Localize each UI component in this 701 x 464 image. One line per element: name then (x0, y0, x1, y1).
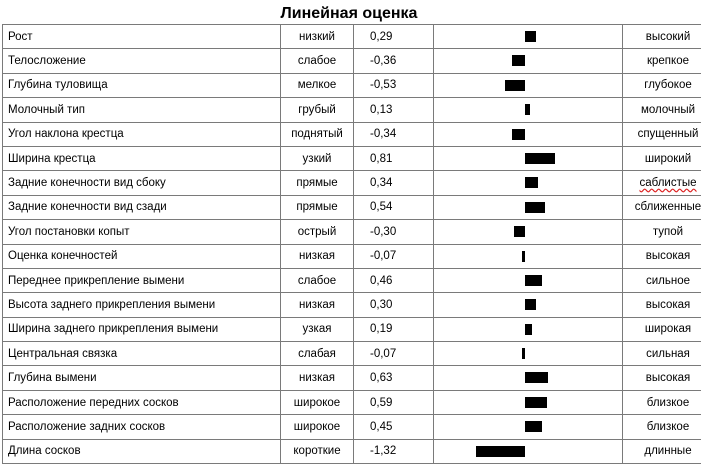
table-row (3, 98, 701, 122)
high-descriptor-label: саблистые (639, 177, 696, 189)
evaluation-table-body (3, 25, 701, 464)
table-row (3, 366, 701, 390)
bar-cell[interactable] (434, 146, 623, 170)
low-descriptor-label: низкая (299, 250, 335, 262)
value-label: 0,19 (370, 323, 392, 335)
high-descriptor-cell[interactable] (623, 268, 701, 292)
high-descriptor-cell[interactable] (623, 244, 701, 268)
high-descriptor-cell[interactable] (623, 415, 701, 439)
low-descriptor-cell[interactable] (281, 390, 354, 414)
high-descriptor-label: тупой (653, 226, 683, 238)
trait-label: Центральная связка (8, 348, 117, 360)
bar-cell[interactable] (434, 439, 623, 463)
low-descriptor-label: низкая (299, 299, 335, 311)
value-bar (525, 153, 555, 164)
value-label: 0,81 (370, 153, 392, 165)
value-cell[interactable] (354, 25, 434, 49)
low-descriptor-cell[interactable] (281, 195, 354, 219)
low-descriptor-label: узкий (303, 153, 332, 165)
high-descriptor-cell[interactable] (623, 98, 701, 122)
high-descriptor-label: сближенные (635, 201, 701, 213)
value-bar (525, 397, 547, 408)
trait-label: Молочный тип (8, 104, 85, 116)
value-cell[interactable] (354, 146, 434, 170)
value-label: 0,29 (370, 31, 392, 43)
high-descriptor-cell[interactable] (623, 317, 701, 341)
high-descriptor-label: широкая (645, 323, 691, 335)
low-descriptor-label: грубый (298, 104, 336, 116)
value-bar (525, 372, 548, 383)
value-bar (525, 202, 545, 213)
bar-cell[interactable] (434, 49, 623, 73)
value-label: -0,30 (370, 226, 396, 238)
value-label: 0,45 (370, 421, 392, 433)
high-descriptor-cell[interactable] (623, 342, 701, 366)
bar-cell[interactable] (434, 220, 623, 244)
high-descriptor-label: высокий (646, 31, 691, 43)
bar-cell[interactable] (434, 73, 623, 97)
high-descriptor-cell[interactable] (623, 390, 701, 414)
value-cell[interactable] (354, 439, 434, 463)
trait-label: Угол наклона крестца (8, 128, 124, 140)
value-cell[interactable] (354, 220, 434, 244)
bar-cell[interactable] (434, 244, 623, 268)
table-row (3, 49, 701, 73)
value-cell[interactable] (354, 390, 434, 414)
trait-name-cell[interactable] (3, 366, 281, 390)
high-descriptor-cell[interactable] (623, 366, 701, 390)
value-cell[interactable] (354, 317, 434, 341)
table-row (3, 25, 701, 49)
high-descriptor-cell[interactable] (623, 25, 701, 49)
value-cell[interactable] (354, 244, 434, 268)
low-descriptor-cell[interactable] (281, 244, 354, 268)
low-descriptor-cell[interactable] (281, 49, 354, 73)
table-row (3, 293, 701, 317)
value-bar (512, 55, 525, 66)
low-descriptor-cell[interactable] (281, 366, 354, 390)
high-descriptor-label: глубокое (644, 79, 691, 91)
low-descriptor-label: поднятый (291, 128, 343, 140)
value-label: -0,34 (370, 128, 396, 140)
trait-name-cell[interactable] (3, 220, 281, 244)
value-bar (476, 446, 525, 457)
low-descriptor-cell[interactable] (281, 439, 354, 463)
table-row (3, 122, 701, 146)
value-bar (525, 421, 542, 432)
value-label: 0,54 (370, 201, 392, 213)
low-descriptor-label: узкая (303, 323, 332, 335)
low-descriptor-label: слабое (298, 275, 336, 287)
value-bar (505, 80, 525, 91)
table-row (3, 342, 701, 366)
low-descriptor-cell[interactable] (281, 317, 354, 341)
trait-label: Оценка конечностей (8, 250, 117, 262)
value-cell[interactable] (354, 268, 434, 292)
bar-cell[interactable] (434, 98, 623, 122)
value-label: 0,13 (370, 104, 392, 116)
table-row (3, 415, 701, 439)
trait-name-cell[interactable] (3, 195, 281, 219)
table-row (3, 244, 701, 268)
value-cell[interactable] (354, 293, 434, 317)
trait-name-cell[interactable] (3, 49, 281, 73)
low-descriptor-label: низкий (299, 31, 335, 43)
trait-name-cell[interactable] (3, 171, 281, 195)
low-descriptor-label: прямые (296, 177, 337, 189)
value-cell[interactable] (354, 366, 434, 390)
low-descriptor-label: слабое (298, 55, 336, 67)
trait-label: Переднее прикрепление вымени (8, 275, 184, 287)
value-bar (525, 299, 536, 310)
low-descriptor-label: прямые (296, 201, 337, 213)
trait-label: Глубина туловища (8, 79, 108, 91)
low-descriptor-cell[interactable] (281, 25, 354, 49)
trait-label: Ширина крестца (8, 153, 96, 165)
value-cell[interactable] (354, 342, 434, 366)
trait-name-cell[interactable] (3, 390, 281, 414)
value-bar (525, 177, 538, 188)
value-cell[interactable] (354, 98, 434, 122)
bar-cell[interactable] (434, 25, 623, 49)
high-descriptor-label: близкое (647, 421, 689, 433)
trait-label: Угол постановки копыт (8, 226, 130, 238)
bar-cell[interactable] (434, 171, 623, 195)
value-cell[interactable] (354, 49, 434, 73)
high-descriptor-cell[interactable] (623, 49, 701, 73)
bar-cell[interactable] (434, 415, 623, 439)
table-row (3, 146, 701, 170)
trait-label: Расположение передних сосков (8, 397, 179, 409)
high-descriptor-cell[interactable] (623, 293, 701, 317)
high-descriptor-cell[interactable] (623, 73, 701, 97)
value-bar (522, 251, 525, 262)
trait-label: Задние конечности вид сзади (8, 201, 167, 213)
low-descriptor-cell[interactable] (281, 415, 354, 439)
low-descriptor-cell[interactable] (281, 171, 354, 195)
high-descriptor-label: сильная (646, 348, 690, 360)
bar-cell[interactable] (434, 317, 623, 341)
value-label: -1,32 (370, 445, 396, 457)
trait-name-cell[interactable] (3, 146, 281, 170)
bar-cell[interactable] (434, 122, 623, 146)
value-label: 0,34 (370, 177, 392, 189)
low-descriptor-cell[interactable] (281, 220, 354, 244)
low-descriptor-label: широкое (294, 421, 340, 433)
low-descriptor-label: низкая (299, 372, 335, 384)
bar-cell[interactable] (434, 342, 623, 366)
value-label: 0,63 (370, 372, 392, 384)
high-descriptor-label: сильное (646, 275, 690, 287)
value-bar (525, 104, 530, 115)
high-descriptor-label: спущенный (638, 128, 699, 140)
trait-name-cell[interactable] (3, 244, 281, 268)
low-descriptor-label: широкое (294, 397, 340, 409)
low-descriptor-cell[interactable] (281, 146, 354, 170)
low-descriptor-cell[interactable] (281, 268, 354, 292)
table-row (3, 73, 701, 97)
high-descriptor-cell[interactable] (623, 146, 701, 170)
trait-name-cell[interactable] (3, 317, 281, 341)
high-descriptor-label: высокая (646, 299, 691, 311)
high-descriptor-label: молочный (641, 104, 695, 116)
high-descriptor-label: высокая (646, 372, 691, 384)
table-row (3, 390, 701, 414)
value-label: 0,30 (370, 299, 392, 311)
low-descriptor-cell[interactable] (281, 293, 354, 317)
low-descriptor-label: острый (298, 226, 337, 238)
trait-label: Расположение задних сосков (8, 421, 165, 433)
trait-label: Задние конечности вид сбоку (8, 177, 166, 189)
high-descriptor-label: широкий (645, 153, 691, 165)
trait-name-cell[interactable] (3, 25, 281, 49)
bar-cell[interactable] (434, 293, 623, 317)
value-bar (525, 275, 542, 286)
bar-cell[interactable] (434, 366, 623, 390)
low-descriptor-cell[interactable] (281, 342, 354, 366)
high-descriptor-cell[interactable] (623, 122, 701, 146)
value-cell[interactable] (354, 73, 434, 97)
bar-cell[interactable] (434, 268, 623, 292)
value-label: 0,46 (370, 275, 392, 287)
high-descriptor-label: высокая (646, 250, 691, 262)
bar-cell[interactable] (434, 195, 623, 219)
table-row (3, 268, 701, 292)
high-descriptor-cell[interactable] (623, 220, 701, 244)
value-cell[interactable] (354, 415, 434, 439)
value-label: -0,07 (370, 250, 396, 262)
value-cell[interactable] (354, 171, 434, 195)
evaluation-table (2, 24, 701, 464)
low-descriptor-cell[interactable] (281, 98, 354, 122)
value-bar (512, 129, 525, 140)
high-descriptor-label: близкое (647, 397, 689, 409)
high-descriptor-label: крепкое (647, 55, 689, 67)
value-cell[interactable] (354, 122, 434, 146)
value-label: -0,07 (370, 348, 396, 360)
table-row (3, 317, 701, 341)
value-bar (525, 31, 536, 42)
value-bar (522, 348, 525, 359)
trait-name-cell[interactable] (3, 268, 281, 292)
trait-name-cell[interactable] (3, 98, 281, 122)
trait-name-cell[interactable] (3, 439, 281, 463)
sheet-title: Линейная оценка (2, 4, 696, 24)
trait-label: Длина сосков (8, 445, 81, 457)
table-row (3, 195, 701, 219)
table-row (3, 220, 701, 244)
low-descriptor-cell[interactable] (281, 122, 354, 146)
value-bar (525, 324, 532, 335)
high-descriptor-cell[interactable] (623, 171, 701, 195)
high-descriptor-label: длинные (644, 445, 691, 457)
trait-label: Телосложение (8, 55, 86, 67)
trait-name-cell[interactable] (3, 415, 281, 439)
trait-label: Рост (8, 31, 33, 43)
low-descriptor-label: короткие (293, 445, 340, 457)
value-bar (514, 226, 525, 237)
value-cell[interactable] (354, 195, 434, 219)
high-descriptor-cell[interactable] (623, 195, 701, 219)
trait-label: Высота заднего прикрепления вымени (8, 299, 215, 311)
low-descriptor-label: слабая (298, 348, 336, 360)
value-label: -0,53 (370, 79, 396, 91)
trait-name-cell[interactable] (3, 293, 281, 317)
trait-name-cell[interactable] (3, 342, 281, 366)
bar-cell[interactable] (434, 390, 623, 414)
trait-name-cell[interactable] (3, 73, 281, 97)
high-descriptor-cell[interactable] (623, 439, 701, 463)
trait-label: Ширина заднего прикрепления вымени (8, 323, 218, 335)
value-label: 0,59 (370, 397, 392, 409)
low-descriptor-cell[interactable] (281, 73, 354, 97)
trait-name-cell[interactable] (3, 122, 281, 146)
trait-label: Глубина вымени (8, 372, 97, 384)
low-descriptor-label: мелкое (298, 79, 337, 91)
value-label: -0,36 (370, 55, 396, 67)
table-row (3, 439, 701, 463)
table-row (3, 171, 701, 195)
